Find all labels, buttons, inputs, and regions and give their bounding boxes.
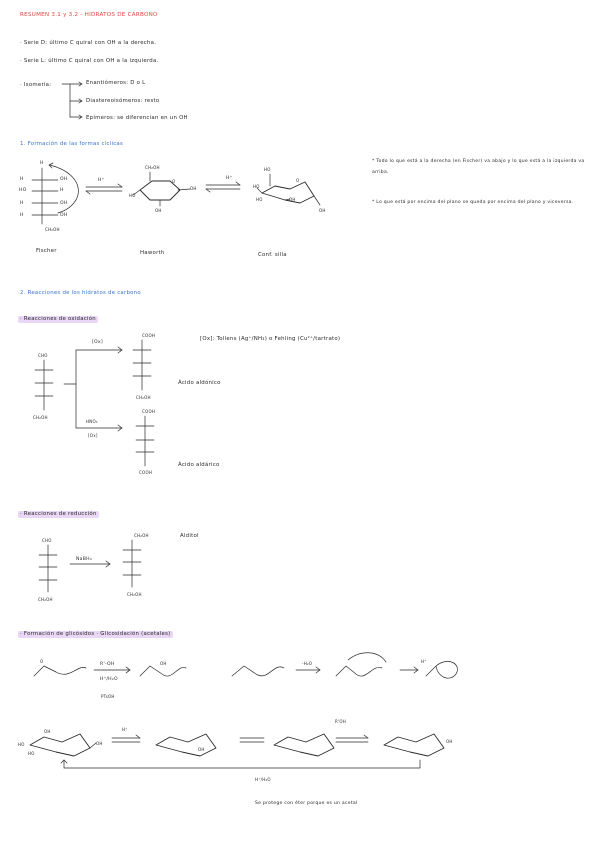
fischer-oh-1: OH xyxy=(60,177,68,182)
reduction-ch2oh-top: CH₂OH xyxy=(134,533,149,538)
gly-step-acid: -H₂O xyxy=(302,661,313,666)
fischer-h-3: H xyxy=(20,201,24,206)
fischer-h-2: H xyxy=(60,188,64,193)
gly-hplus: H⁺ xyxy=(122,727,128,732)
oxidation-ch2oh: CH₂OH xyxy=(33,415,48,420)
gly-ring2-oh: OH xyxy=(198,747,205,752)
fischer-projection xyxy=(32,163,78,224)
haworth-oh-right: OH xyxy=(190,186,197,191)
haworth-oh-bottom: OH xyxy=(155,208,162,213)
haworth-ring xyxy=(133,172,190,206)
chair-label: Conf. silla xyxy=(258,252,287,258)
oxidation-start xyxy=(35,347,122,431)
glycoside-heading: · Formación de glicósidos · Glicosidación (acetales) xyxy=(20,631,171,637)
ox-bottom-cooh-top: COOH xyxy=(142,409,156,414)
ox-top-cooh: COOH xyxy=(142,333,156,338)
chair-oh-bottom: OH xyxy=(289,197,296,202)
glycoside-top-row xyxy=(34,653,457,678)
gly-ring1-ho-2: HO xyxy=(28,751,35,756)
gly-reagent-3: PTsOH xyxy=(101,694,115,699)
oxidation-hno3: HNO₃ xyxy=(86,419,98,424)
fischer-h-1: H xyxy=(20,177,24,182)
page-title: RESUMEN 3.1 y 3.2 - HIDRATOS DE CARBONO xyxy=(20,12,158,18)
fischer-oh-4: OH xyxy=(60,213,68,218)
section1-heading: 1. Formación de las formas cíclicas xyxy=(20,141,124,147)
gly-ring1-oh: OH xyxy=(44,729,51,734)
gly-footnote: Se protege con éter porque es un acetal xyxy=(255,801,358,806)
haworth-ch2oh: CH₂OH xyxy=(145,165,160,170)
gly-reagent-2: H⁺/H₂O xyxy=(100,677,118,682)
ox-bottom-cooh-bottom: COOH xyxy=(139,470,153,475)
oxidation-reagent-note: [Ox]: Tollens (Ag⁺/NH₃) o Fehling (Cu²⁺/tartrato) xyxy=(200,336,341,342)
fischer-ho-2: HO xyxy=(19,188,27,193)
bullet-serie-l: · Serie L: último C quiral con OH a la izquierda. xyxy=(20,58,159,64)
arrow-fischer-haworth xyxy=(86,184,122,194)
gly-ring1-oh-right: OH xyxy=(96,741,103,746)
fischer-label: Fischer xyxy=(36,248,57,254)
ox-top-ch2oh: CH₂OH xyxy=(136,395,151,400)
gly-final-label: H⁺ xyxy=(421,659,427,664)
oxidation-product-top xyxy=(133,340,151,390)
chair-oh-right: OH xyxy=(319,208,326,213)
oxidation-cho: CHO xyxy=(38,353,48,358)
glycoside-ring-row xyxy=(30,734,444,768)
isomer-diastereoisomers: Diastereoisómeros: resto xyxy=(86,98,160,104)
arrow-haworth-chair xyxy=(206,182,240,192)
chair-ho-top: HO xyxy=(264,167,271,172)
fischer-ch2oh: CH₂OH xyxy=(45,227,60,232)
arrow-h-2: H⁺ xyxy=(226,176,233,181)
reduction-cho: CHO xyxy=(42,538,52,543)
note-right-left: * Todo lo que está a la derecha (en Fischer) va abajo y lo que está a la izquierda va arriba. xyxy=(372,159,585,175)
reduction-product xyxy=(123,540,141,587)
oxidation-heading: · Reacciones de oxidación xyxy=(20,316,96,322)
reduction-heading: · Reacciones de reducción xyxy=(20,511,97,517)
chair-o: O xyxy=(296,178,300,183)
gly-oh-1: OH xyxy=(160,661,167,666)
oxidation-bottom-ox: [Ox] xyxy=(88,433,98,438)
reduction-start xyxy=(39,545,110,592)
section2-heading: 2. Reacciones de los hidratos de carbono xyxy=(20,290,141,296)
note-plane: * Lo que está por encima del plano se queda por encima del plano y viceversa. xyxy=(372,200,574,205)
chair-ho-bottom: HO xyxy=(256,197,263,202)
gly-ring1-ho: HO xyxy=(18,742,25,747)
isomerism-label: · Isomería: xyxy=(20,82,52,88)
product-aldonic: Ácido aldónico xyxy=(178,380,221,386)
chair-conformation xyxy=(257,174,320,205)
isomer-epimers: Epímeros: se diferencian en un OH xyxy=(86,115,188,121)
fischer-oh-3: OH xyxy=(60,201,68,206)
gly-o-1: O xyxy=(40,659,44,664)
isomerism-bracket xyxy=(62,82,82,119)
reduction-reagent: NaBH₄ xyxy=(76,557,92,562)
gly-hydrolysis: H⁺/H₂O xyxy=(255,777,271,782)
product-aldaric: Ácido aldárico xyxy=(178,462,220,468)
fischer-top-label: H xyxy=(40,161,44,166)
reduction-ch2oh-start: CH₂OH xyxy=(38,597,53,602)
gly-reagent-1: R'-OH xyxy=(100,662,115,667)
product-alditol: Alditol xyxy=(180,533,199,539)
bullet-serie-d: · Serie D: último C quiral con OH a la derecha. xyxy=(20,40,157,46)
chair-ho-mid: HO xyxy=(253,184,260,189)
isomer-enantiomers: Enantiómeros: D o L xyxy=(86,80,146,86)
gly-ring4-or: OH xyxy=(446,739,453,744)
haworth-label: Haworth xyxy=(140,250,165,256)
reduction-ch2oh-bottom: CH₂OH xyxy=(127,592,142,597)
oxidation-top-reagent: [Ox] xyxy=(92,340,103,345)
fischer-h-4: H xyxy=(20,213,24,218)
arrow-h-1: H⁺ xyxy=(98,178,105,183)
haworth-o: O xyxy=(172,179,176,184)
haworth-ho-left: HO xyxy=(129,193,136,198)
oxidation-product-bottom xyxy=(136,416,154,466)
gly-methanol: R'OH xyxy=(335,719,347,724)
